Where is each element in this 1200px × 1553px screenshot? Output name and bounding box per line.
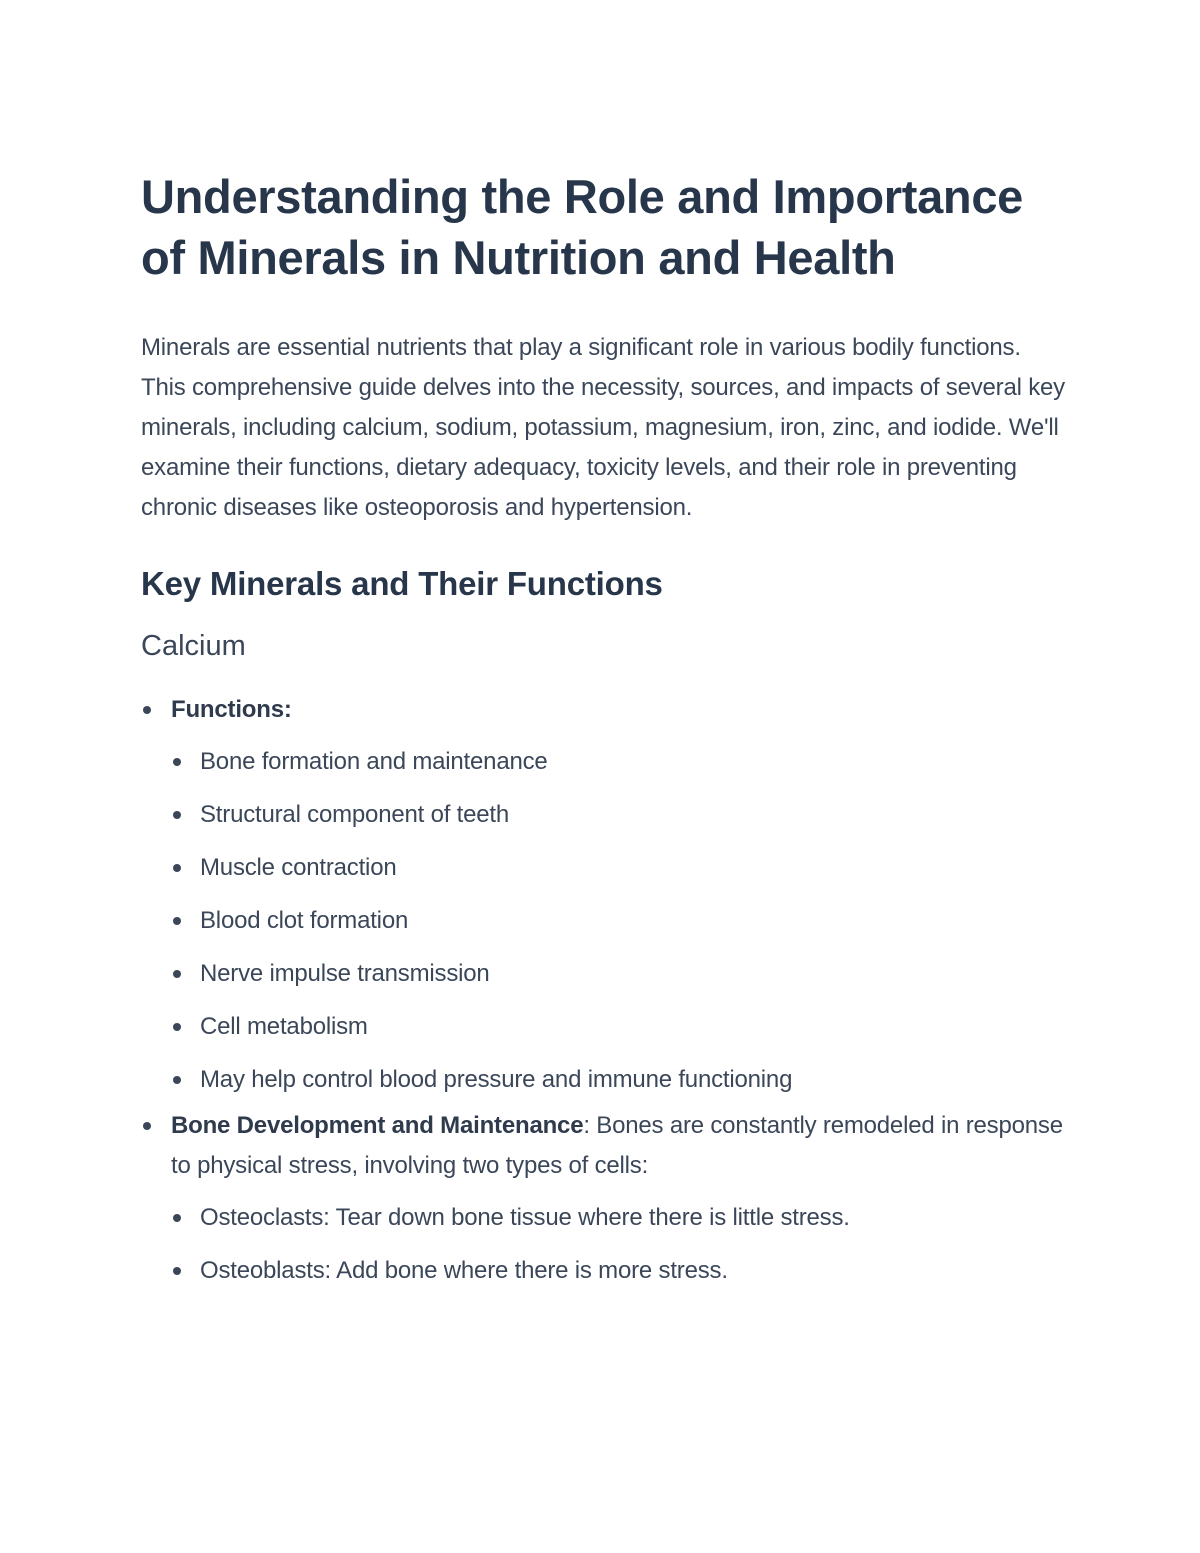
bullet-icon [143, 706, 151, 714]
bullet-icon [173, 811, 181, 819]
sublist-item [171, 795, 1066, 835]
list-item-label: Functions: [171, 696, 292, 723]
sublist-item-text: Muscle contraction [200, 854, 397, 881]
bullet-icon [173, 758, 181, 766]
bone-cells-sublist [171, 1198, 1066, 1291]
list-item-functions [141, 690, 1066, 1100]
sublist-item [171, 954, 1066, 994]
sublist-item-text: Cell metabolism [200, 1013, 368, 1040]
sublist-item [171, 901, 1066, 941]
functions-sublist [171, 742, 1066, 1100]
section-heading: Key Minerals and Their Functions [141, 565, 663, 602]
bullet-icon [143, 1122, 151, 1130]
sublist-item-text: Bone formation and maintenance [200, 748, 548, 775]
sublist-item-text: Blood clot formation [200, 907, 409, 934]
sublist-item [171, 1251, 1066, 1291]
list-item-bone-development [141, 1106, 1066, 1291]
document-content [141, 166, 1066, 1291]
bullet-icon [173, 1076, 181, 1084]
subsection-heading: Calcium [141, 630, 246, 662]
bullet-icon [173, 970, 181, 978]
bullet-icon [173, 864, 181, 872]
bullet-icon [173, 917, 181, 925]
sublist-item [171, 742, 1066, 782]
list-item-text: : Bones are constantly remodeled in response to physical stress, involving two types of cells: [171, 1112, 1063, 1179]
calcium-list [141, 690, 1066, 1291]
bullet-icon [173, 1023, 181, 1031]
sublist-item-text: Nerve impulse transmission [200, 960, 490, 987]
sublist-item-text: Osteoclasts: Tear down bone tissue where there is little stress. [200, 1204, 850, 1231]
sublist-item [171, 848, 1066, 888]
bullet-icon [173, 1267, 181, 1275]
sublist-item [171, 1007, 1066, 1047]
sublist-item-text: May help control blood pressure and immune functioning [200, 1066, 793, 1093]
bullet-icon [173, 1214, 181, 1222]
sublist-item [171, 1198, 1066, 1238]
document-title: Understanding the Role and Importance of Minerals in Nutrition and Health [141, 170, 1023, 284]
sublist-item [171, 1060, 1066, 1100]
intro-paragraph: Minerals are essential nutrients that play a significant role in various bodily functions. This comprehensive guide delves into the necessity, sources, and impacts of several key minerals, including calcium, sodium, potassium, magnesium, iron, zinc, and iodide. We'll examine their functions, dietary adequacy, toxicity levels, and their role in preventing chronic diseases like osteoporosis and hypertension. [141, 334, 1065, 521]
sublist-item-text: Osteoblasts: Add bone where there is more stress. [200, 1257, 728, 1284]
list-item-label: Bone Development and Maintenance [171, 1112, 584, 1139]
sublist-item-text: Structural component of teeth [200, 801, 510, 828]
